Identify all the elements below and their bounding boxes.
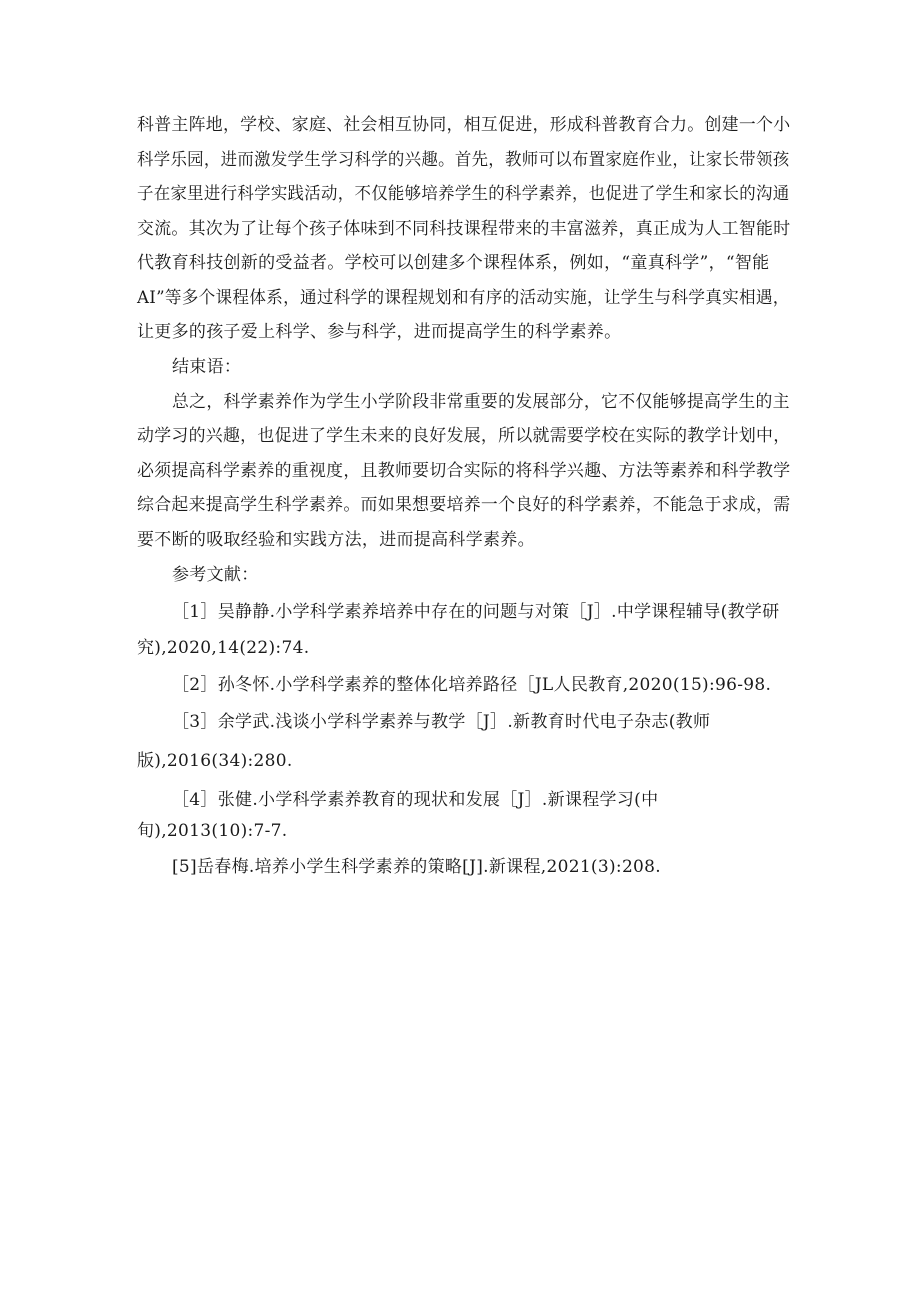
reference-4-line-1: ［4］张健.小学科学素养教育的现状和发展［J］.新课程学习(中 — [172, 790, 659, 810]
paragraph-1-line-2: 科学乐园，进而激发学生学习科学的兴趣。首先，教师可以布置家庭作业，让家长带领孩 — [137, 150, 790, 170]
text: 科普主阵地，学校、家庭、社会相互协同，相互促进，形成科普教育合力。创建一个小 — [137, 115, 791, 135]
paragraph-2-line-5: 要不断的吸取经验和实践方法，进而提高科学素养。 — [137, 530, 535, 550]
reference-1-line-1: ［1］吴静静.小学科学素养培养中存在的问题与对策［J］.中学课程辅导(教学研 — [172, 602, 780, 622]
paragraph-1-line-6: AI”等多个课程体系，通过科学的课程规划和有序的活动实施，让学生与科学真实相遇， — [137, 288, 790, 308]
reference-1-line-2: 究),2020,14(22):74. — [137, 638, 310, 658]
paragraph-1-line-4: 交流。其次为了让每个孩子体味到不同科技课程带来的丰富滋养，真正成为人工智能时 — [137, 219, 791, 239]
reference-5: [5]岳春梅.培养小学生科学素养的策略[J].新课程,2021(3):208. — [172, 857, 661, 877]
paragraph-1-line-7: 让更多的孩子爱上科学、参与科学，进而提高学生的科学素养。 — [137, 322, 622, 342]
paragraph-1-line-3: 子在家里进行科学实践活动，不仅能够培养学生的科学素养，也促进了学生和家长的沟通 — [137, 184, 790, 204]
paragraph-1-line-1 — [137, 114, 791, 136]
reference-3-line-1: ［3］余学武.浅谈小学科学素养与教学［J］.新教育时代电子杂志(教师 — [172, 712, 711, 732]
paragraph-1-line-5: 代教育科技创新的受益者。学校可以创建多个课程体系，例如，“童真科学”，“智能 — [137, 253, 770, 273]
reference-3-line-2: 版),2016(34):280. — [137, 751, 293, 771]
paragraph-2-line-4: 综合起来提高学生科学素养。而如果想要培养一个良好的科学素养，不能急于求成，需 — [137, 495, 791, 515]
reference-4-line-2: 旬),2013(10):7-7. — [137, 821, 288, 841]
reference-2: ［2］孙冬怀.小学科学素养的整体化培养路径［JL人民教育,2020(15):96-98. — [172, 675, 772, 695]
paragraph-2-line-3: 必须提高科学素养的重视度，且教师要切合实际的将科学兴趣、方法等素养和科学教学 — [137, 461, 791, 481]
paragraph-2-line-1: 总之，科学素养作为学生小学阶段非常重要的发展部分，它不仅能够提高学生的主 — [172, 392, 790, 412]
references-heading: 参考文献： — [172, 565, 259, 585]
paragraph-2-line-2: 动学习的兴趣，也促进了学生未来的良好发展，所以就需要学校在实际的教学计划中， — [137, 426, 791, 446]
conclusion-heading: 结束语： — [172, 357, 242, 377]
